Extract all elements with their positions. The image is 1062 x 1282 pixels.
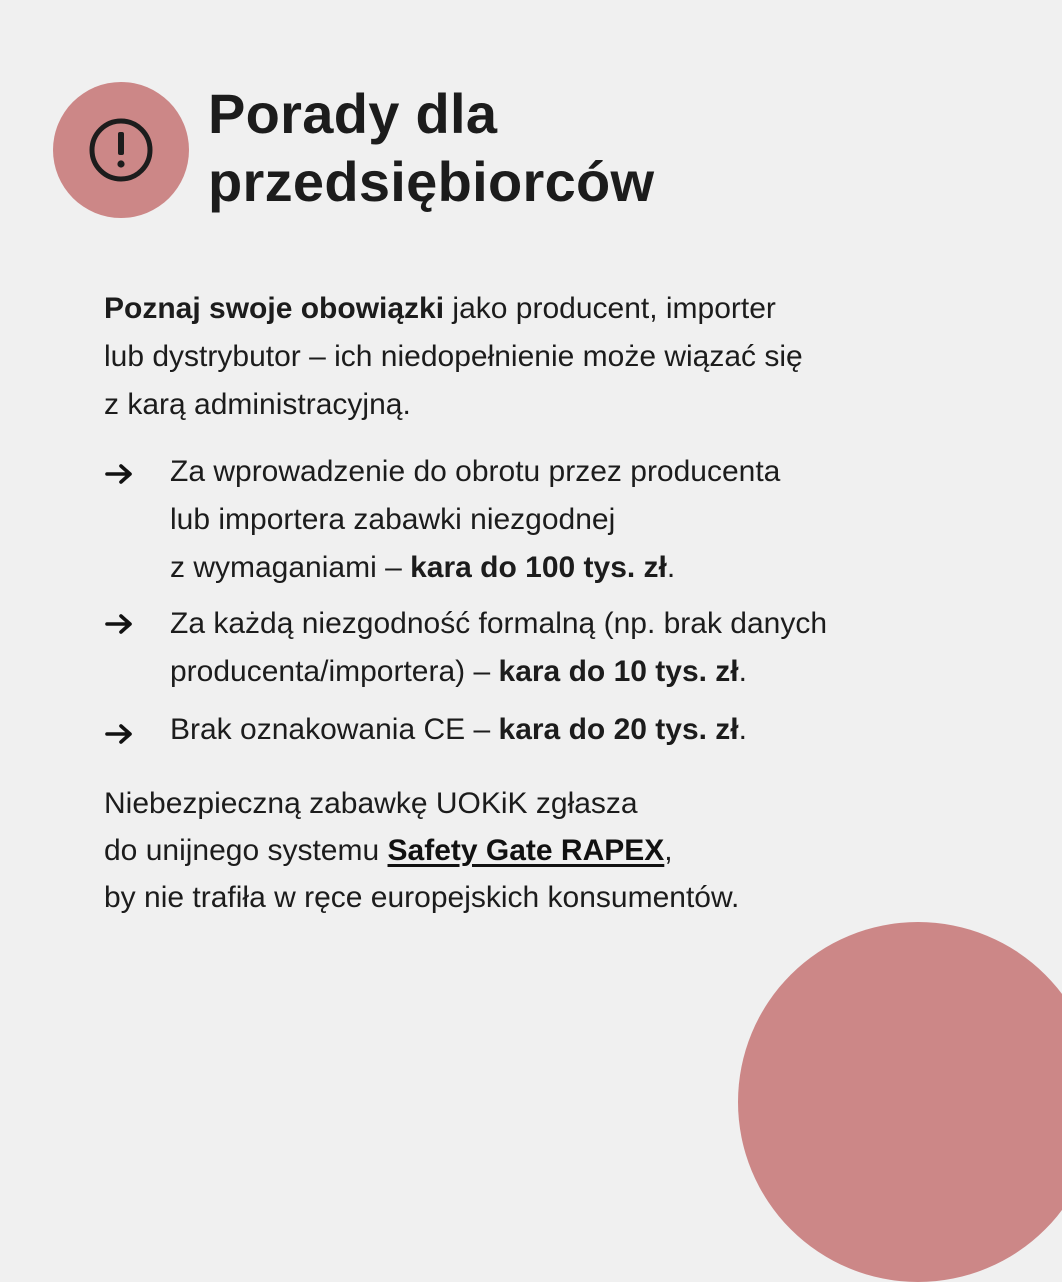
penalty-lead: z wymaganiami – <box>170 551 411 584</box>
outro-lead: do unijnego systemu <box>104 834 388 867</box>
penalty-amount: kara do 10 tys. zł <box>498 655 739 688</box>
penalty-line <box>170 648 827 696</box>
penalty-text <box>170 448 780 592</box>
title-line-1: Porady dla <box>208 82 498 145</box>
arrow-right-icon <box>104 462 136 486</box>
penalty-line <box>170 544 780 592</box>
penalty-line: Za wprowadzenie do obrotu przez producenta <box>170 455 781 488</box>
penalty-lead: producenta/importera) – <box>170 655 499 688</box>
intro-line-3: z karą administracyjną. <box>104 388 411 421</box>
penalty-amount: kara do 20 tys. zł <box>498 713 739 746</box>
penalty-amount: kara do 100 tys. zł <box>410 551 667 584</box>
intro-line-1 <box>104 285 1004 333</box>
penalty-tail: . <box>666 551 676 584</box>
penalty-lead: Brak oznakowania CE – <box>170 713 499 746</box>
outro-line-2 <box>104 827 1004 874</box>
safety-gate-rapex-link[interactable]: Safety Gate RAPEX <box>387 834 665 867</box>
intro-paragraph <box>104 285 1004 429</box>
penalty-text <box>170 706 747 754</box>
penalty-text <box>170 600 827 696</box>
alert-badge <box>53 82 189 218</box>
penalty-tail: . <box>738 655 747 688</box>
page-title <box>208 80 654 216</box>
intro-bold: Poznaj swoje obowiązki <box>104 292 445 325</box>
penalty-line <box>170 706 747 754</box>
penalty-line: Za każdą niezgodność formalną (np. brak danych <box>170 607 828 640</box>
intro-line-2: lub dystrybutor – ich niedopełnienie może wiązać się <box>104 340 803 373</box>
arrow-right-icon <box>104 722 136 746</box>
title-line-2: przedsiębiorców <box>208 150 655 213</box>
outro-line-3: by nie trafiła w ręce europejskich konsumentów. <box>104 881 740 914</box>
outro-comma: , <box>664 834 673 867</box>
intro-rest: jako producent, importer <box>444 292 776 325</box>
outro-paragraph <box>104 780 1004 921</box>
decorative-corner-circle <box>738 922 1062 1282</box>
arrow-right-icon <box>104 612 136 636</box>
exclamation-circle-icon <box>88 117 154 183</box>
penalty-line: lub importera zabawki niezgodnej <box>170 503 616 536</box>
penalty-tail: . <box>738 713 747 746</box>
outro-line-1: Niebezpieczną zabawkę UOKiK zgłasza <box>104 787 638 820</box>
